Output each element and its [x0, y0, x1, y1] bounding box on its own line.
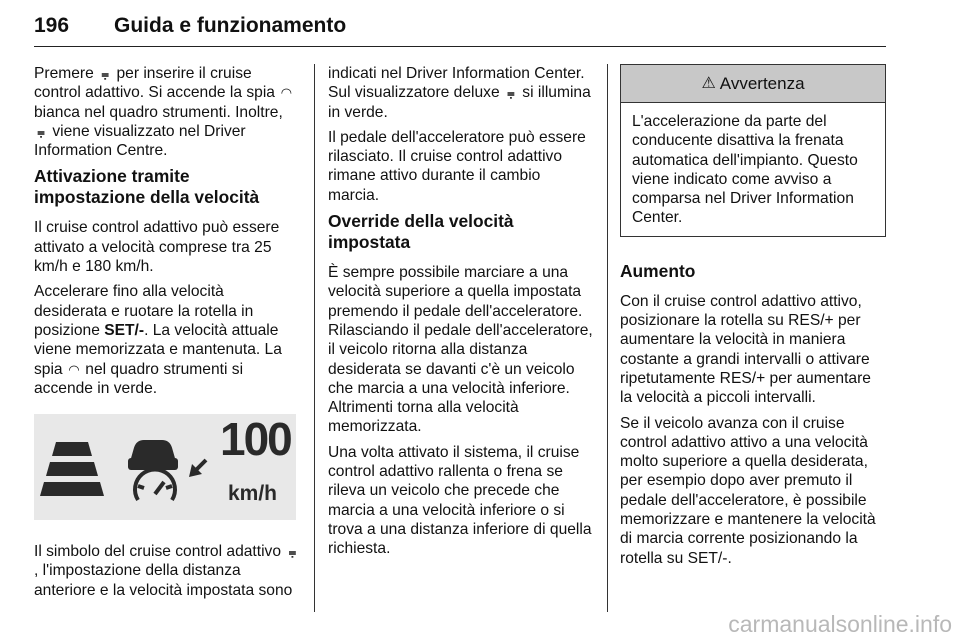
- warning-header: [621, 65, 885, 103]
- column-middle: [328, 64, 594, 565]
- section-heading: Override della velocità impostata: [328, 211, 514, 253]
- column-divider: [314, 64, 315, 612]
- paragraph: Il pedale dell'acceleratore può essere rilasciato. Il cruise control adattivo rimane attivo durante il cambio marcia.: [328, 128, 586, 204]
- arrow-down-left-icon: [189, 460, 206, 477]
- paragraph: Accelerare fino alla velocità desiderata e ruotare la rotella in posizione SET/-. La velocità attuale viene memorizzata e mantenuta. La spia ◠ nel quadro strumenti si accende in verde.: [34, 283, 282, 397]
- distance-bars-icon: [40, 442, 104, 496]
- display-speed: 100: [220, 413, 291, 466]
- page-number: 196: [34, 14, 70, 37]
- page-header: [34, 8, 886, 47]
- warning-triangle-icon: ⚠: [701, 74, 716, 92]
- paragraph: Il cruise control adattivo può essere attivato a velocità comprese tra 25 km/h e 180 km/h.: [34, 219, 280, 276]
- cruise-display-illustration: [34, 414, 296, 520]
- section-heading: Aumento: [620, 260, 696, 281]
- paragraph: Se il veicolo avanza con il cruise control adattivo attivo a una velocità molto superiore a quella desiderata, per esempio dopo aver premuto il pedale dell'acceleratore, è possibile memorizzare e mantenere la velocità di marcia corrente posizionando la rotella su SET/-.: [620, 414, 876, 567]
- watermark: carmanualsonline.info: [728, 611, 952, 637]
- cruise-control-icon: ⩦: [101, 66, 109, 81]
- page-title: Guida e funzionamento: [114, 14, 347, 37]
- car-speedometer-icon: [128, 442, 178, 500]
- speedometer-lamp-icon: ◠: [68, 361, 79, 377]
- column-right: [620, 64, 886, 574]
- speedometer-lamp-icon: ◠: [281, 85, 292, 101]
- cruise-control-icon: ⩦: [288, 544, 297, 560]
- paragraph: indicati nel Driver Information Center. Sul visualizzatore deluxe ⩦ si illumina in verde.: [328, 65, 591, 121]
- column-divider: [607, 64, 608, 612]
- column-left: [34, 64, 300, 606]
- cruise-control-icon: ⩦: [507, 85, 515, 101]
- paragraph: Con il cruise control adattivo attivo, posizionare la rotella su RES/+ per aumentare la velocità in maniera costante a grandi intervalli o attivare ripetutamente RES/+ per aumentare la velocità a piccoli intervalli.: [620, 292, 871, 407]
- paragraph: Il simbolo del cruise control adattivo ⩦, l'impostazione della distanza anteriore e la velocità impostata sono: [34, 542, 300, 600]
- warning-title: Avvertenza: [719, 73, 805, 93]
- display-unit: km/h: [228, 482, 278, 506]
- paragraph: Una volta attivato il sistema, il cruise control adattivo rallenta o frena se rileva un veicolo che precede che marcia a una velocità inferiore o si trova a una distanza inferiore di quella richiesta.: [328, 443, 592, 558]
- warning-text: L'accelerazione da parte del conducente disattiva la frenata automatica dell'impianto. Questo viene indicato come avviso a comparsa nel Driver Information Center.: [632, 113, 858, 227]
- section-heading: Attivazione tramite impostazione della velocità: [34, 166, 260, 208]
- paragraph: È sempre possibile marciare a una velocità superiore a quella impostata premendo il pedale dell'acceleratore. Rilasciando il pedale dell'acceleratore, il veicolo ritorna alla distanza desiderata se davanti c'è un veicolo che marcia a una velocità inferiore. Altrimenti torna alla velocità memorizzata.: [328, 264, 593, 436]
- warning-box: [620, 64, 886, 237]
- cruise-control-icon: ⩦: [37, 123, 45, 139]
- paragraph: Premere ⩦ per inserire il cruise control adattivo. Si accende la spia ◠ bianca nel quadro strumenti. Inoltre, ⩦ viene visualizzato nel Driver Information Centre.: [34, 65, 292, 160]
